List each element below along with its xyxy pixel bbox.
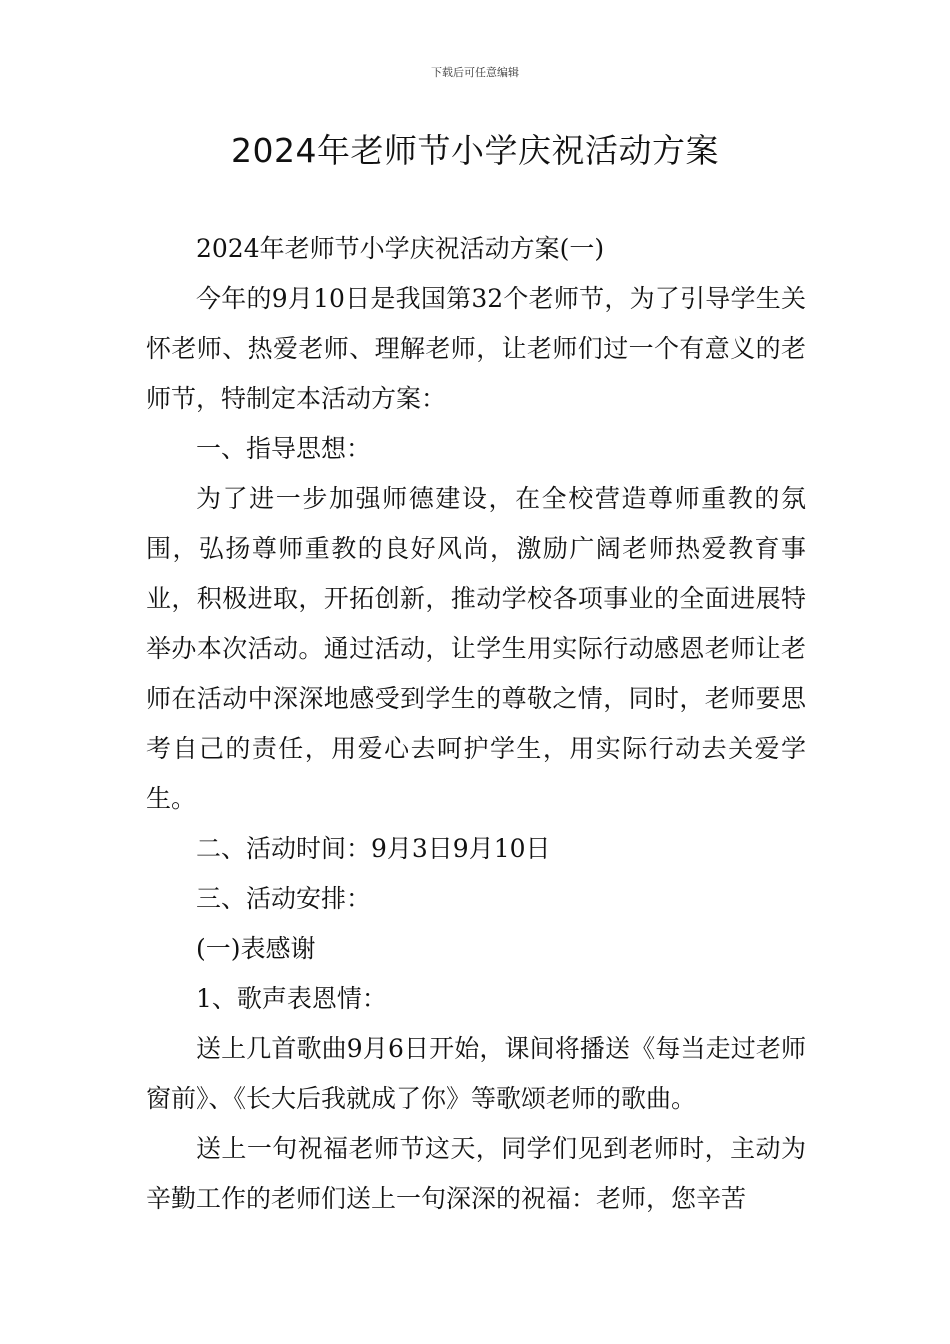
section-heading-guiding-thought: 一、指导思想： [196,434,372,463]
paragraph-songs: 送上几首歌曲9月6日开始，课间将播送《每当走过老师窗前》、《长大后我就成了你》等歌颂老师的歌曲。 [146,1034,806,1113]
paragraph-blessing: 送上一句祝福老师节这天，同学们见到老师时，主动为辛勤工作的老师们送上一句深深的祝福：老师，您辛苦 [146,1134,806,1213]
section-heading-activity-time: 二、活动时间：9月3日9月10日 [196,834,551,863]
download-note: 下载后可任意编辑 [431,66,519,79]
item-heading-songs: 1、歌声表恩情： [196,984,387,1013]
document-body [146,224,806,1224]
paragraph-intro: 今年的9月10日是我国第32个老师节，为了引导学生关怀老师、热爱老师、理解老师，让老师们过一个有意义的老师节，特制定本活动方案： [146,284,806,413]
section-heading-activity-arrangement: 三、活动安排： [196,884,372,913]
paragraph-guiding-thought: 为了进一步加强师德建设，在全校营造尊师重教的氛围，弘扬尊师重教的良好风尚，激励广阔老师热爱教育事业，积极进取，开拓创新，推动学校各项事业的全面进展特举办本次活动。通过活动，让学生用实际行动感恩老师让老师在活动中深深地感受到学生的尊敬之情，同时，老师要思考自己的责任，用爱心去呵护学生，用实际行动去关爱学生。 [146,484,806,813]
paragraph-subtitle: 2024年老师节小学庆祝活动方案(一) [196,234,605,263]
subsection-heading-thanks: (一)表感谢 [196,934,316,963]
document-title: 2024年老师节小学庆祝活动方案 [231,131,719,170]
